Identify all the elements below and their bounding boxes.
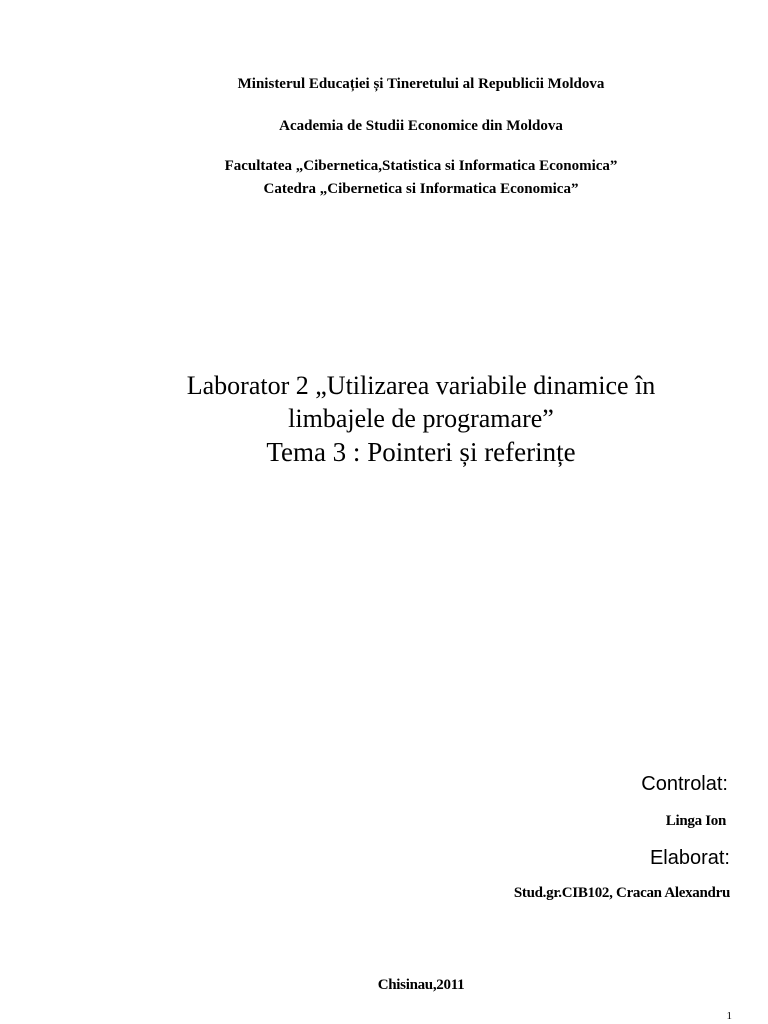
ministry-heading: Ministerul Educației și Tineretului al Republicii Moldova	[237, 76, 605, 92]
department-heading: Catedra „Cibernetica si Informatica Economica”	[263, 181, 579, 197]
controlat-label: Controlat:	[641, 773, 728, 795]
lab-title-line-1: Laborator 2 „Utilizarea variabile dinamice în	[186, 371, 656, 400]
lab-title-line-2: limbajele de programare”	[288, 404, 554, 433]
elaborat-label: Elaborat:	[649, 847, 730, 869]
academy-heading: Academia de Studii Economice din Moldova	[279, 118, 563, 134]
page-number: 1	[726, 1010, 732, 1022]
city-year: Chisinau,2011	[377, 977, 465, 993]
faculty-heading: Facultatea „Cibernetica,Statistica si Informatica Economica”	[224, 158, 618, 174]
controlat-name: Linga Ion	[665, 813, 726, 829]
elaborat-name: Stud.gr.CIB102, Cracan Alexandru	[513, 885, 730, 901]
topic-title: Tema 3 : Pointeri și referințe	[266, 437, 576, 467]
